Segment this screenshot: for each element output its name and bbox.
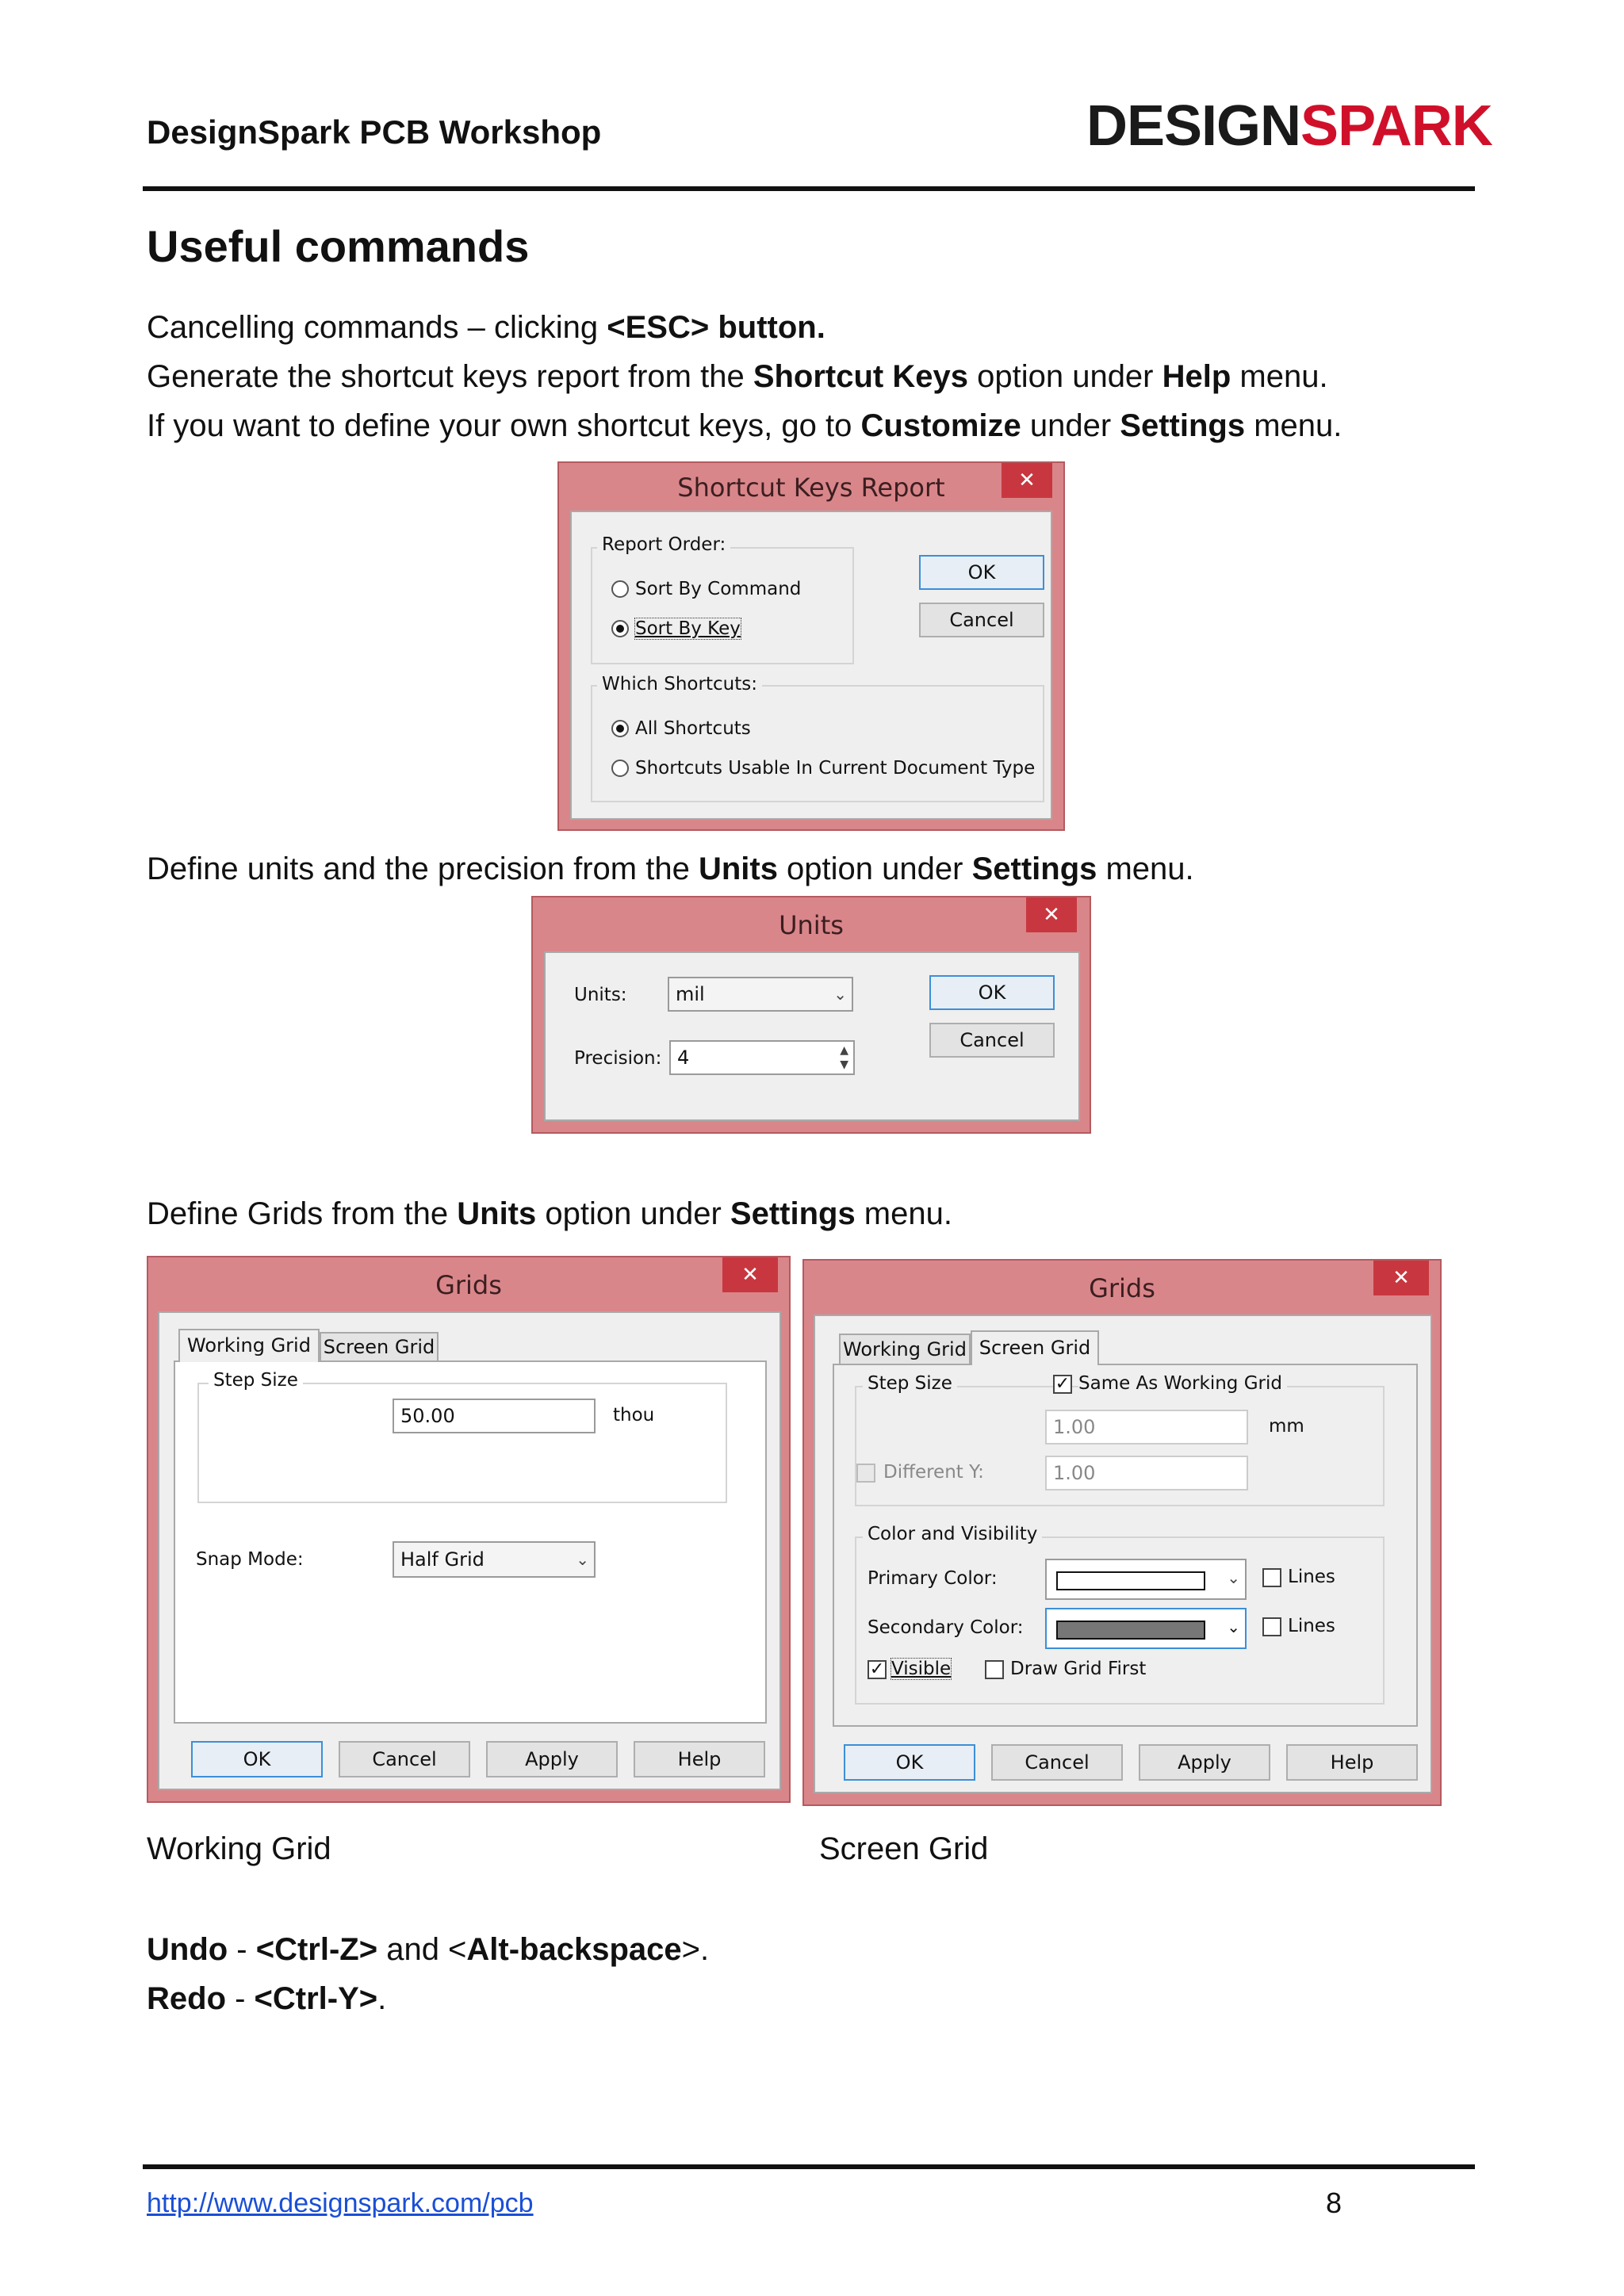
sort-by-key-label[interactable]: Sort By Key bbox=[635, 618, 741, 639]
caption-screen-grid: Screen Grid bbox=[819, 1831, 989, 1866]
dialog-title: Shortcut Keys Report bbox=[677, 473, 945, 503]
footer-link[interactable]: http://www.designspark.com/pcb bbox=[147, 2188, 534, 2218]
step-unit: thou bbox=[613, 1405, 655, 1425]
visible-checkbox[interactable]: ✓ bbox=[868, 1660, 887, 1679]
section-heading: Useful commands bbox=[147, 221, 530, 271]
close-button[interactable]: ✕ bbox=[1026, 897, 1077, 932]
primary-color-swatch bbox=[1056, 1571, 1205, 1590]
line-shortcut-report: Generate the shortcut keys report from the Shortcut Keys option under Help menu. bbox=[147, 359, 1328, 394]
chevron-down-icon: ⌄ bbox=[1227, 1568, 1240, 1587]
color-visibility-label: Color and Visibility bbox=[863, 1524, 1042, 1544]
different-y-input[interactable]: 1.00 bbox=[1045, 1456, 1248, 1490]
snap-mode-label: Snap Mode: bbox=[196, 1549, 304, 1570]
step-size-input[interactable]: 50.00 bbox=[393, 1399, 596, 1433]
undo-redo-block bbox=[147, 1925, 709, 2023]
units-select[interactable]: mil ⌄ bbox=[668, 977, 853, 1012]
tab-working-grid[interactable]: Working Grid bbox=[178, 1329, 320, 1362]
draw-grid-first-label[interactable]: Draw Grid First bbox=[1010, 1659, 1147, 1679]
same-as-working-label[interactable]: Same As Working Grid bbox=[1078, 1373, 1287, 1394]
help-button[interactable]: Help bbox=[634, 1741, 765, 1777]
precision-label: Precision: bbox=[574, 1048, 662, 1069]
dialog-body bbox=[158, 1311, 781, 1790]
apply-button[interactable]: Apply bbox=[1139, 1744, 1270, 1781]
close-button[interactable]: ✕ bbox=[1002, 463, 1052, 498]
primary-color-label: Primary Color: bbox=[868, 1568, 998, 1589]
tab-panel bbox=[833, 1364, 1418, 1727]
draw-grid-first-checkbox[interactable] bbox=[985, 1660, 1004, 1679]
ok-button[interactable]: OK bbox=[191, 1741, 323, 1777]
dialog-body bbox=[814, 1314, 1432, 1793]
tab-working-grid[interactable]: Working Grid bbox=[839, 1334, 971, 1365]
help-button[interactable]: Help bbox=[1286, 1744, 1418, 1781]
snap-mode-select[interactable]: Half Grid ⌄ bbox=[393, 1541, 596, 1578]
units-label: Units: bbox=[574, 985, 627, 1005]
header-rule bbox=[143, 186, 1475, 191]
grids-screen-dialog bbox=[802, 1259, 1442, 1806]
close-button[interactable]: ✕ bbox=[722, 1257, 778, 1292]
units-paragraph: Define units and the precision from the Units option under Settings menu. bbox=[147, 851, 1194, 886]
primary-color-select[interactable] bbox=[1045, 1559, 1247, 1600]
all-shortcuts-radio[interactable] bbox=[611, 720, 629, 737]
secondary-color-swatch bbox=[1056, 1621, 1205, 1640]
sort-by-command-radio[interactable] bbox=[611, 580, 629, 598]
different-y-checkbox[interactable] bbox=[856, 1464, 875, 1483]
chevron-down-icon: ⌄ bbox=[576, 1550, 589, 1569]
same-as-working-checkbox[interactable]: ✓ bbox=[1053, 1375, 1072, 1394]
step-size-label: Step Size bbox=[863, 1373, 957, 1394]
chevron-down-icon: ⌄ bbox=[1227, 1617, 1240, 1636]
secondary-lines-label[interactable]: Lines bbox=[1288, 1616, 1335, 1636]
secondary-color-select[interactable] bbox=[1045, 1608, 1247, 1649]
designspark-logo: DESIGNSPARK bbox=[1086, 94, 1492, 158]
sort-by-command-label[interactable]: Sort By Command bbox=[635, 579, 802, 599]
precision-spinner[interactable]: 4 ▲ ▼ bbox=[669, 1040, 855, 1075]
footer-rule bbox=[143, 2164, 1475, 2169]
step-size-label: Step Size bbox=[209, 1370, 303, 1391]
cancel-button[interactable]: Cancel bbox=[929, 1023, 1055, 1058]
sort-by-key-radio[interactable] bbox=[611, 620, 629, 637]
close-button[interactable]: ✕ bbox=[1373, 1261, 1429, 1295]
line-customize: If you want to define your own shortcut keys, go to Customize under Settings menu. bbox=[147, 408, 1342, 443]
line-cancel: Cancelling commands – clicking <ESC> button. bbox=[147, 310, 825, 345]
dialog-title: Grids bbox=[435, 1270, 502, 1300]
spinner-arrows-icon[interactable]: ▲ ▼ bbox=[840, 1044, 848, 1071]
usable-shortcuts-radio[interactable] bbox=[611, 760, 629, 777]
shortcut-keys-dialog bbox=[557, 461, 1065, 831]
grids-paragraph: Define Grids from the Units option under Settings menu. bbox=[147, 1196, 952, 1231]
page-number: 8 bbox=[1326, 2187, 1342, 2219]
cancel-button[interactable]: Cancel bbox=[991, 1744, 1123, 1781]
visible-label[interactable]: Visible bbox=[891, 1659, 952, 1679]
report-order-group bbox=[591, 547, 854, 664]
report-order-label: Report Order: bbox=[597, 534, 730, 555]
step-unit: mm bbox=[1269, 1416, 1304, 1437]
dialog-title: Grids bbox=[1089, 1273, 1155, 1303]
secondary-lines-checkbox[interactable] bbox=[1262, 1617, 1281, 1636]
cancel-button[interactable]: Cancel bbox=[919, 603, 1044, 637]
apply-button[interactable]: Apply bbox=[486, 1741, 618, 1777]
primary-lines-label[interactable]: Lines bbox=[1288, 1567, 1335, 1587]
dialog-body bbox=[570, 511, 1052, 820]
document-title: DesignSpark PCB Workshop bbox=[147, 113, 602, 151]
dialog-title: Units bbox=[779, 910, 844, 940]
chevron-down-icon: ⌄ bbox=[833, 985, 847, 1004]
caption-working-grid: Working Grid bbox=[147, 1831, 331, 1866]
step-size-input[interactable]: 1.00 bbox=[1045, 1410, 1248, 1445]
ok-button[interactable]: OK bbox=[844, 1744, 975, 1781]
which-shortcuts-label: Which Shortcuts: bbox=[597, 674, 762, 695]
ok-button[interactable]: OK bbox=[919, 555, 1044, 590]
cancel-button[interactable]: Cancel bbox=[339, 1741, 470, 1777]
redo-line: Redo - <Ctrl-Y>. bbox=[147, 1981, 387, 2016]
primary-lines-checkbox[interactable] bbox=[1262, 1568, 1281, 1587]
tab-screen-grid[interactable]: Screen Grid bbox=[971, 1330, 1099, 1365]
intro-paragraph bbox=[147, 303, 1342, 450]
usable-shortcuts-label[interactable]: Shortcuts Usable In Current Document Type bbox=[635, 758, 1036, 779]
units-dialog bbox=[531, 896, 1091, 1134]
all-shortcuts-label[interactable]: All Shortcuts bbox=[635, 718, 751, 739]
ok-button[interactable]: OK bbox=[929, 975, 1055, 1010]
undo-line: Undo - <Ctrl-Z> and <Alt-backspace>. bbox=[147, 1932, 710, 1967]
tab-panel bbox=[174, 1360, 767, 1724]
secondary-color-label: Secondary Color: bbox=[868, 1617, 1024, 1638]
tab-screen-grid[interactable]: Screen Grid bbox=[320, 1332, 439, 1362]
which-shortcuts-group bbox=[591, 685, 1044, 802]
grids-working-dialog bbox=[147, 1256, 791, 1803]
dialog-body bbox=[544, 951, 1080, 1121]
different-y-label[interactable]: Different Y: bbox=[883, 1462, 984, 1483]
